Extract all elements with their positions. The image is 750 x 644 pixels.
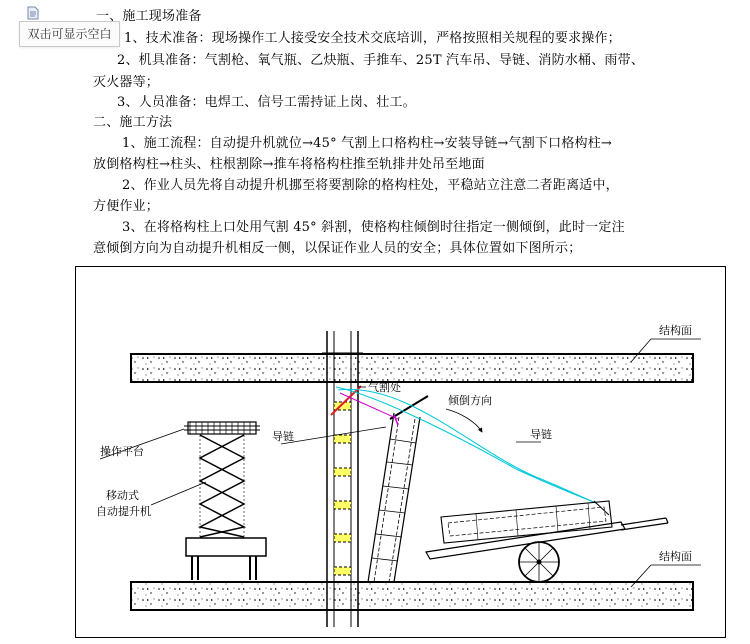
bottom-slab bbox=[131, 582, 693, 610]
heading-construction-method: 二、施工方法 bbox=[93, 115, 173, 130]
label-structure-bottom: 结构面 bbox=[659, 550, 692, 563]
label-operation-platform: 操作平台 bbox=[100, 445, 144, 458]
item-technical-prep: 1、技术准备：现场操作工人接受安全技术交底培训，严格按照相关规程的要求操作； bbox=[124, 31, 621, 46]
document-icon bbox=[26, 6, 40, 20]
label-cut-location: 气割处 bbox=[368, 381, 401, 394]
label-chain-right: 导链 bbox=[530, 428, 552, 441]
item-equipment-prep-cont: 灭火器等； bbox=[93, 75, 160, 90]
top-slab bbox=[131, 354, 693, 382]
step-cutting-cont: 意倾倒方向为自动提升机相反一侧，以保证作业人员的安全；具体位置如下图所示； bbox=[93, 241, 582, 256]
label-fall-direction: 倾倒方向 bbox=[448, 394, 492, 407]
item-personnel-prep: 3、人员准备：电焊工、信号工需持证上岗、壮工。 bbox=[117, 95, 416, 110]
label-chain-left: 导链 bbox=[272, 430, 294, 443]
construction-diagram bbox=[75, 266, 726, 638]
step-process-flow-cont: 放倒格构柱→柱头、柱根割除→推车将格构柱推至轨排井处吊至地面 bbox=[93, 157, 485, 172]
item-equipment-prep: 2、机具准备：气割枪、氧气瓶、乙炔瓶、手推车、25T 汽车吊、导链、消防水桶、雨带、 bbox=[117, 53, 645, 68]
label-mobile-lift-1: 移动式 bbox=[106, 489, 139, 502]
heading-site-preparation: 一、施工现场准备 bbox=[96, 9, 202, 24]
show-whitespace-tooltip[interactable]: 双击可显示空白 bbox=[19, 21, 120, 47]
tilting-column bbox=[368, 413, 420, 582]
label-mobile-lift-2: 自动提升机 bbox=[96, 505, 151, 518]
step-cutting: 3、在将格构柱上口处用气割 45° 斜割，使格构柱倾倒时往指定一侧倾倒，此时一定注 bbox=[122, 220, 625, 235]
hand-cart bbox=[426, 501, 668, 582]
step-workers: 2、作业人员先将自动提升机挪至将要割除的格构柱处，平稳站立注意二者距离适中， bbox=[122, 178, 619, 193]
scissor-lift bbox=[184, 422, 266, 580]
step-workers-cont: 方便作业； bbox=[93, 199, 160, 214]
label-structure-top: 结构面 bbox=[659, 324, 692, 337]
step-process-flow: 1、施工流程：自动提升机就位→45° 气割上口格构柱→安装导链→气割下口格构柱→ bbox=[122, 136, 613, 151]
